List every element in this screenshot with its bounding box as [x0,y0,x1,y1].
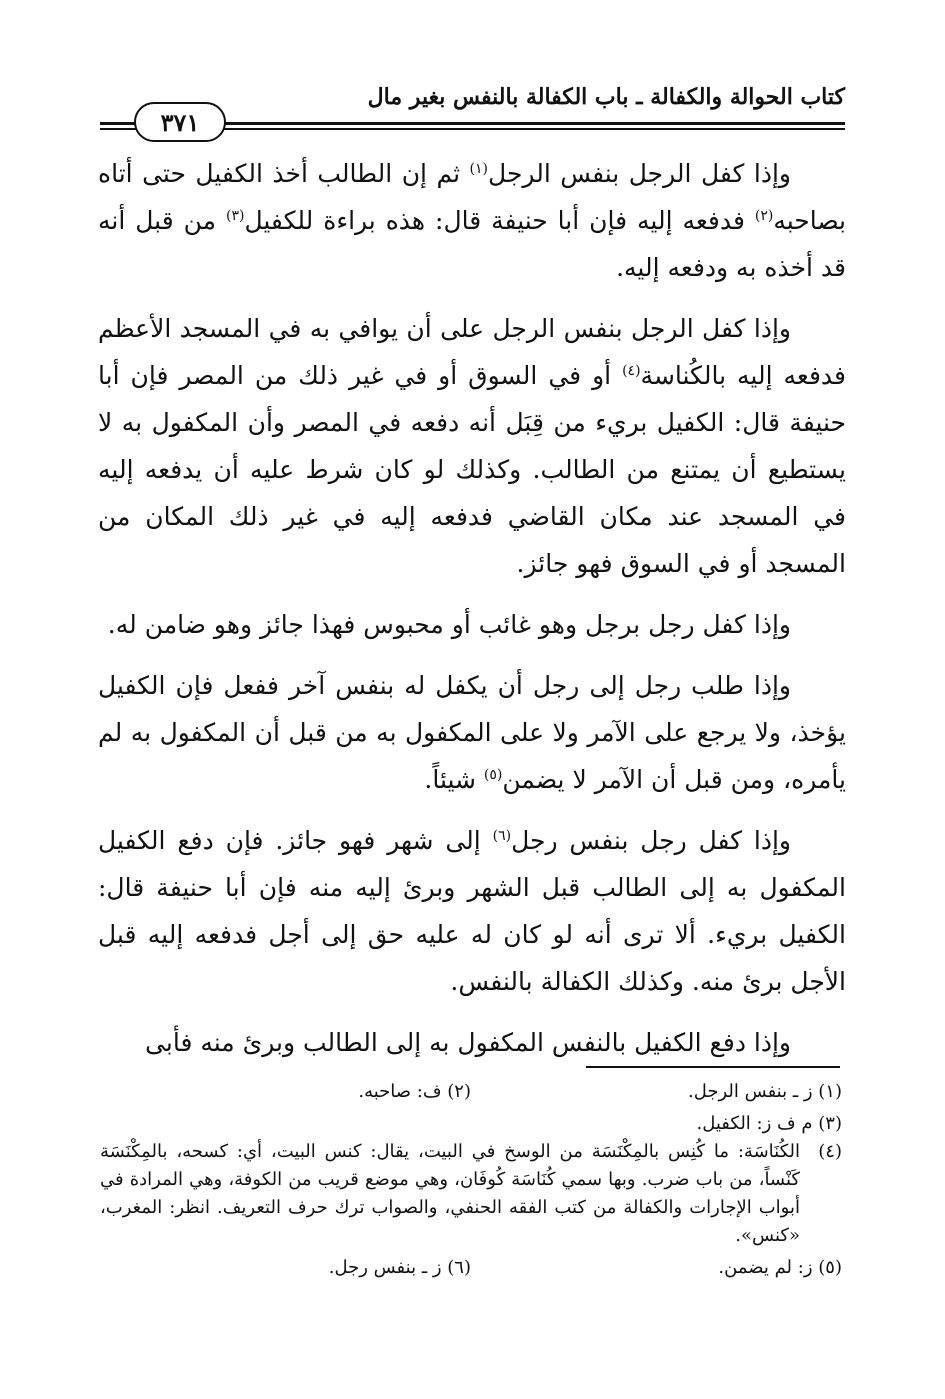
footnote-ref: (٣) [225,208,245,224]
main-text [98,150,846,1080]
footnote-number: (٣) [818,1113,842,1134]
paragraph [98,1019,846,1066]
footnote-row [100,1254,842,1282]
footnote-number: (٢) [447,1081,471,1102]
footnote-text: ز ـ بنفس الرجل. [688,1081,813,1102]
footnote-text: الكُنَاسَة: ما كُنِس بالمِكْنَسَة من الوسخ في البيت، يقال: كنس البيت، أي: كسحه، بالمِكْنَسَة كَنْساً، من باب ضرب. وبها سمي كُنَاسَة كُوفَان، وهي موضع قريب من الكوفة، وهي المرادة في أبواب الإجارات والكفالة من كتب الفقه الحنفي، والصواب ترك حرف التعريف. انظر: المغرب، «كنس». [100,1141,800,1246]
footnote-ref: (٥) [483,767,503,783]
footnote-text: ز ـ بنفس رجل. [328,1257,442,1278]
page-header [100,80,845,140]
running-title: كتاب الحوالة والكفالة ـ باب الكفالة بالنفس بغير مال [367,84,845,110]
footnote-text: ف: صاحبه. [358,1081,442,1102]
text-run: ثم إن الطالب أخذ الكفيل حتى أتاه بصاحبه [98,159,847,235]
paragraph [98,305,846,587]
footnote [471,1078,842,1106]
text-run: شيئاً. [424,765,484,794]
page-number-badge [134,102,226,142]
text-run: وإذا كفل الرجل بنفس الرجل [488,159,791,188]
text-run: وإذا كفل رجل برجل وهو غائب أو محبوس فهذا جائز وهو ضامن له. [107,610,791,639]
footnote [471,1254,842,1282]
footnote-text: ز: لم يضمن. [718,1257,813,1278]
footnote [100,1138,842,1250]
footnote-number: (١) [818,1081,842,1102]
paragraph [98,817,846,1005]
footnote-text: م ف ز: الكفيل. [696,1113,813,1134]
paragraph [98,150,846,291]
footnote [100,1254,471,1282]
text-run: وإذا كفل الرجل بنفس الرجل على أن يوافي به في المسجد الأعظم فدفعه إليه بالكُناسة [98,314,846,390]
footnote-separator [586,1066,840,1068]
footnote-ref: (٦) [492,828,512,844]
footnote-row [100,1078,842,1106]
footnote-ref: (١) [469,161,489,177]
text-run: إلى شهر فهو جائز. فإن دفع الكفيل المكفول به إلى الطالب قبل الشهر وبرئ إليه منه فإن أبا حنيفة قال: الكفيل بريء. ألا ترى أنه لو كان له عليه حق إلى أجل فدفعه إليه قبل الأجل برئ منه. وكذلك الكفالة بالنفس. [98,826,846,996]
page-number: ٣٧١ [160,107,200,137]
text-run: وإذا دفع الكفيل بالنفس المكفول به إلى الطالب وبرئ منه فأبى [145,1028,791,1057]
footnote-number: (٥) [818,1257,842,1278]
paragraph [98,662,846,803]
footnote [471,1110,842,1138]
footnote-number: (٤) [818,1141,842,1162]
footnotes [100,1078,842,1282]
footnote-row [100,1110,842,1138]
footnote-ref: (٤) [622,363,641,379]
text-run: من قبل أنه قد أخذه به ودفعه إليه. [98,206,846,282]
text-run: فدفعه إليه فإن أبا حنيفة قال: هذه براءة للكفيل [244,206,755,235]
paragraph [98,601,846,648]
footnote-number: (٦) [447,1257,471,1278]
text-run: أو في السوق أو في غير ذلك من المصر فإن أبا حنيفة قال: الكفيل بريء من قِبَل أنه دفعه في المصر وأن المكفول به لا يستطيع أن يمتنع من الطالب. وكذلك لو كان شرط عليه أن يدفعه إليه في المسجد عند مكان القاضي فدفعه إليه في غير ذلك المكان من المسجد أو في السوق فهو جائز. [98,361,846,578]
footnote [100,1078,471,1106]
footnote-ref: (٢) [754,208,774,224]
text-run: وإذا كفل رجل بنفس رجل [511,826,792,855]
text-run: وإذا طلب رجل إلى رجل أن يكفل له بنفس آخر ففعل فإن الكفيل يؤخذ، ولا يرجع على الآمر ولا على المكفول به من قبل أن المكفول به لم يأمره، ومن قبل أن الآمر لا يضمن [98,671,847,794]
